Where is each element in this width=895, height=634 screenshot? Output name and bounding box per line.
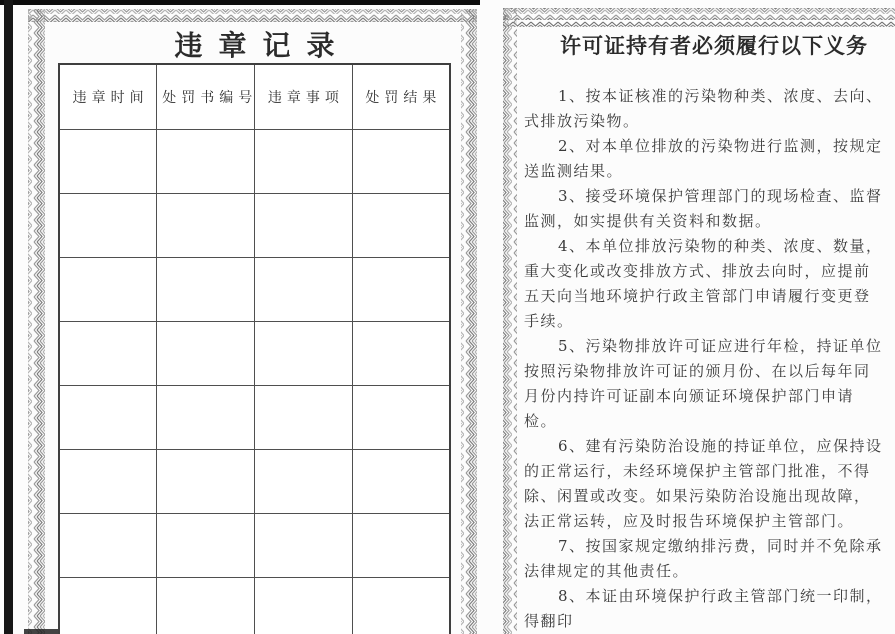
table-cell-empty (157, 321, 255, 385)
obligation-text-line: 手续。 (524, 312, 574, 330)
table-row (59, 513, 450, 577)
column-header-violation-time: 违章时间 (59, 64, 157, 129)
table-cell-empty (59, 449, 157, 513)
obligation-text-line: 得翻印 (524, 612, 574, 630)
violation-record-title: 违章记录 (174, 29, 351, 62)
column-header-penalty-result: 处罚结果 (352, 64, 450, 129)
table-cell-empty (255, 385, 353, 449)
column-header-violation-matter: 违章事项 (255, 64, 353, 129)
table-cell-empty (59, 257, 157, 321)
obligation-text-line: 送监测结果。 (524, 162, 624, 180)
obligations-title: 许可证持有者必须履行以下义务 (560, 33, 868, 58)
obligation-text-line: 式排放污染物。 (524, 112, 640, 130)
table-cell-empty (255, 129, 353, 193)
obligation-text-line: 五天向当地环境护行政主管部门申请履行变更登 (524, 287, 871, 305)
table-cell-empty (352, 449, 450, 513)
obligation-text-line: 法律规定的其他责任。 (524, 562, 690, 580)
obligation-text-line: 5、污染物排放许可证应进行年检，持证单位 (558, 337, 883, 355)
table-cell-empty (255, 577, 353, 634)
table-cell-empty (157, 385, 255, 449)
table-cell-empty (352, 577, 450, 634)
table-row (59, 577, 450, 634)
obligation-text-line: 监测，如实提供有关资料和数据。 (524, 212, 772, 230)
table-cell-empty (157, 513, 255, 577)
table-cell-empty (352, 129, 450, 193)
table-cell-empty (255, 257, 353, 321)
table-cell-empty (59, 321, 157, 385)
table-cell-empty (59, 129, 157, 193)
obligations-text-block (524, 84, 895, 634)
table-cell-empty (59, 577, 157, 634)
obligation-text-line: 法正常运转，应及时报告环境保护主管部门。 (524, 512, 855, 530)
table-cell-empty (59, 193, 157, 257)
table-row (59, 257, 450, 321)
table-cell-empty (59, 385, 157, 449)
table-row (59, 193, 450, 257)
table-cell-empty (352, 513, 450, 577)
table-row (59, 449, 450, 513)
obligation-text-line: 月份内持许可证副本向颁证环境保护部门申请 (524, 387, 855, 405)
obligation-text-line: 重大变化或改变排放方式、排放去向时，应提前 (524, 262, 871, 280)
obligation-text-line: 除、闲置或改变。如果污染防治设施出现故障， (524, 487, 871, 505)
violation-record-table (58, 63, 451, 634)
obligation-text-line: 7、按国家规定缴纳排污费，同时并不免除承 (558, 537, 883, 555)
obligation-text-line: 4、本单位排放污染物的种类、浓度、数量， (558, 237, 883, 255)
column-header-penalty-doc-no: 处罚书编号 (157, 64, 255, 129)
obligation-text-line: 1、按本证核准的污染物种类、浓度、去向、 (558, 87, 883, 105)
table-cell-empty (157, 449, 255, 513)
table-row (59, 385, 450, 449)
table-cell-empty (157, 257, 255, 321)
table-cell-empty (255, 513, 353, 577)
obligation-text-line: 6、建有污染防治设施的持证单位，应保持设 (558, 437, 883, 455)
obligation-text-line: 按照污染物排放许可证的颁月份、在以后每年同 (524, 362, 871, 380)
table-cell-empty (157, 129, 255, 193)
table-cell-empty (352, 193, 450, 257)
obligation-text-line: 3、接受环境保护管理部门的现场检查、监督 (558, 187, 883, 205)
table-cell-empty (157, 193, 255, 257)
table-row (59, 129, 450, 193)
table-cell-empty (352, 257, 450, 321)
table-header-row (59, 64, 450, 129)
obligation-text-line: 2、对本单位排放的污染物进行监测，按规定 (558, 137, 883, 155)
table-cell-empty (255, 449, 353, 513)
table-cell-empty (255, 321, 353, 385)
obligation-text-line: 的正常运行，未经环境保护主管部门批准，不得 (524, 462, 871, 480)
table-cell-empty (352, 385, 450, 449)
obligation-text-line: 8、本证由环境保护行政主管部门统一印制， (558, 587, 883, 605)
table-cell-empty (59, 513, 157, 577)
table-cell-empty (352, 321, 450, 385)
obligation-text-line: 检。 (524, 412, 558, 430)
table-cell-empty (255, 193, 353, 257)
table-row (59, 321, 450, 385)
table-cell-empty (157, 577, 255, 634)
